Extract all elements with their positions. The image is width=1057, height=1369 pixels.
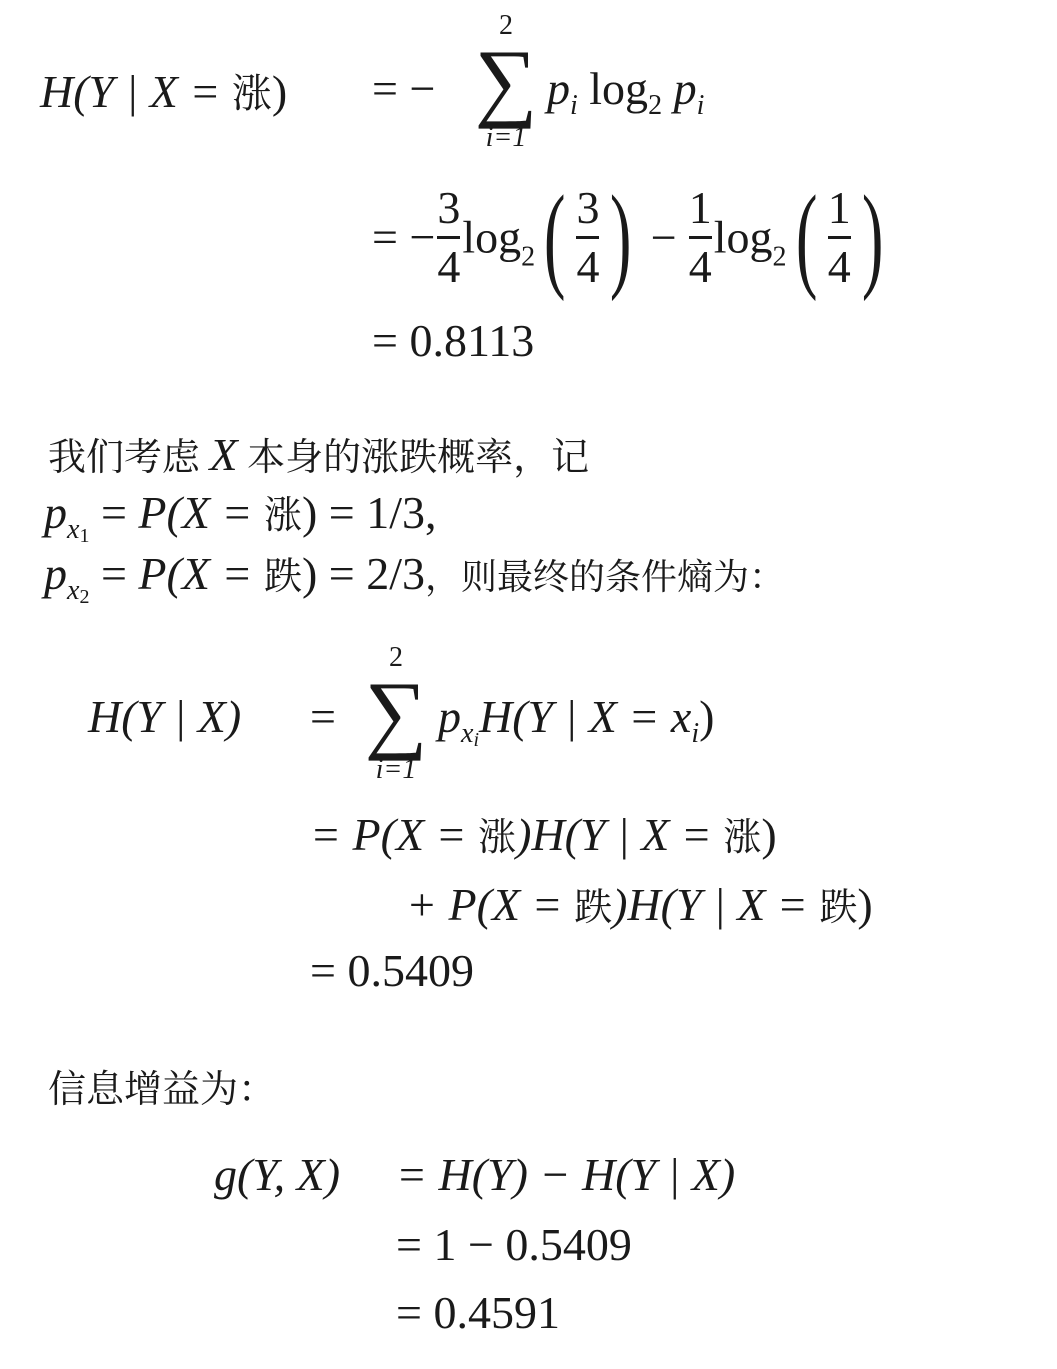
block2-l2-a: = P(X = [310, 809, 479, 860]
left-paren: ( [544, 171, 566, 302]
block1-sum [466, 10, 546, 154]
px2-sub: x [67, 575, 80, 606]
block1-line1-term [547, 62, 704, 122]
px1-eq: = [89, 487, 139, 538]
block2-l2-cjk2: 涨 [723, 815, 762, 859]
block1-line1-p2: p [662, 63, 697, 114]
block1-line3: = 0.8113 [372, 315, 535, 366]
block2-term-rest: H(Y | X = x [479, 691, 692, 742]
px2-open: (X = [166, 548, 264, 599]
px2-p: p [44, 548, 67, 599]
frac-numerator: 1 [827, 181, 851, 233]
px1-sub: x [67, 514, 80, 545]
block2-term [438, 690, 714, 752]
px1-P: P [138, 487, 167, 538]
block2-sum-symbol: ∑ [364, 665, 428, 762]
frac-denominator: 4 [437, 240, 461, 292]
text-line-1 [48, 426, 589, 481]
px2-subsub: 2 [79, 586, 90, 608]
block1-lhs-zhang: 涨 [231, 71, 272, 117]
px1-subsub: 1 [79, 525, 90, 547]
px1-line [44, 484, 437, 548]
block1-lhs-H: H [40, 66, 74, 117]
block1-sum-bottom: i=1 [485, 122, 527, 153]
block2-l2-c: ) [761, 809, 777, 860]
block2-sum-top: 2 [389, 642, 403, 673]
block2-term-subsub: i [473, 729, 479, 751]
block2-l3-cjk2: 跌 [819, 885, 858, 929]
block2-term-sub: x [461, 718, 474, 749]
text1-suffix: 本身的涨跌概率，记 [247, 435, 590, 479]
block3-line3: = 0.4591 [396, 1287, 560, 1338]
px2-rest: ) = 2/3 [301, 548, 426, 599]
px2-tail: ，则最终的条件熵为： [425, 557, 786, 598]
block2-l2-cjk1: 涨 [478, 815, 517, 859]
left-paren: ( [795, 171, 817, 302]
frac-bar [689, 236, 712, 239]
block3-line1: = H(Y) − H(Y | X) [396, 1149, 736, 1200]
block2-l3-cjk1: 跌 [574, 885, 613, 929]
block2-l3-c: ) [857, 879, 873, 930]
px1-p: p [44, 487, 67, 538]
frac-denominator: 4 [827, 240, 851, 292]
block1-sum-symbol: ∑ [474, 33, 538, 130]
right-paren: ) [610, 171, 632, 302]
frac-bar [437, 236, 460, 239]
block1-line2-log2: log [713, 211, 773, 263]
text1-var: X [209, 429, 238, 480]
block2-line3 [406, 876, 873, 931]
block1-line2-eq: = − [372, 211, 436, 263]
block1-line2-minus: − [650, 211, 677, 263]
px2-eq: = [89, 548, 139, 599]
block1-sum-top: 2 [499, 10, 513, 41]
block2-sum-bottom: i=1 [375, 754, 417, 785]
px1-open: (X = [166, 487, 264, 538]
px2-P: P [138, 548, 167, 599]
block1-line1-log-sub: 2 [648, 90, 663, 121]
block2-eq1: = [310, 691, 336, 742]
block2-line4: = 0.5409 [310, 945, 474, 996]
block2-l3-a: + P(X = [406, 879, 575, 930]
block1-line1-i2: i [696, 90, 705, 121]
block1-line1-eq: = − [372, 63, 436, 114]
frac-numerator: 3 [437, 181, 461, 233]
text-line-2: 信息增益为： [48, 1067, 277, 1111]
block3-lhs: g(Y, X) [214, 1149, 341, 1200]
block3-line2: = 1 − 0.5409 [396, 1219, 632, 1270]
block2-line2 [310, 806, 777, 861]
frac-denominator: 4 [688, 240, 712, 292]
block1-line2 [372, 171, 892, 302]
block2-term-i: i [691, 718, 700, 749]
frac-numerator: 3 [576, 181, 600, 233]
px2-line [44, 545, 785, 609]
block2-sum [356, 642, 436, 786]
block1-frac-3-4 [437, 182, 460, 293]
block1-line2-log-sub: 2 [521, 241, 536, 273]
px1-rest: ) = 1/3, [301, 487, 437, 538]
block1-line2-log: log [462, 211, 522, 263]
block1-frac-3-4b [576, 182, 599, 293]
block2-term-p: p [438, 691, 461, 742]
block1-line1-p: p [547, 63, 570, 114]
block1-frac-1-4 [689, 182, 712, 293]
block2-l3-b: )H(Y | X = [612, 879, 820, 930]
block1-lhs [40, 62, 287, 119]
frac-bar [576, 236, 599, 239]
block1-frac-1-4b [828, 182, 851, 293]
px2-cjk: 跌 [263, 554, 302, 598]
block2-l2-b: )H(Y | X = [516, 809, 724, 860]
block2-term-close: ) [699, 691, 715, 742]
block1-line1-log: log [577, 63, 649, 114]
right-paren: ) [861, 171, 884, 302]
frac-denominator: 4 [576, 240, 600, 292]
block1-lhs-open: (Y | X = [73, 66, 232, 117]
text1-prefix: 我们考虑 [48, 435, 201, 479]
px1-cjk: 涨 [263, 493, 302, 537]
frac-numerator: 1 [688, 181, 712, 233]
block1-line2-log2-sub: 2 [772, 241, 787, 273]
block2-lhs: H(Y | X) [88, 691, 242, 742]
block1-line1-i: i [570, 90, 578, 121]
frac-bar [828, 236, 851, 239]
block1-lhs-close: ) [271, 66, 288, 117]
